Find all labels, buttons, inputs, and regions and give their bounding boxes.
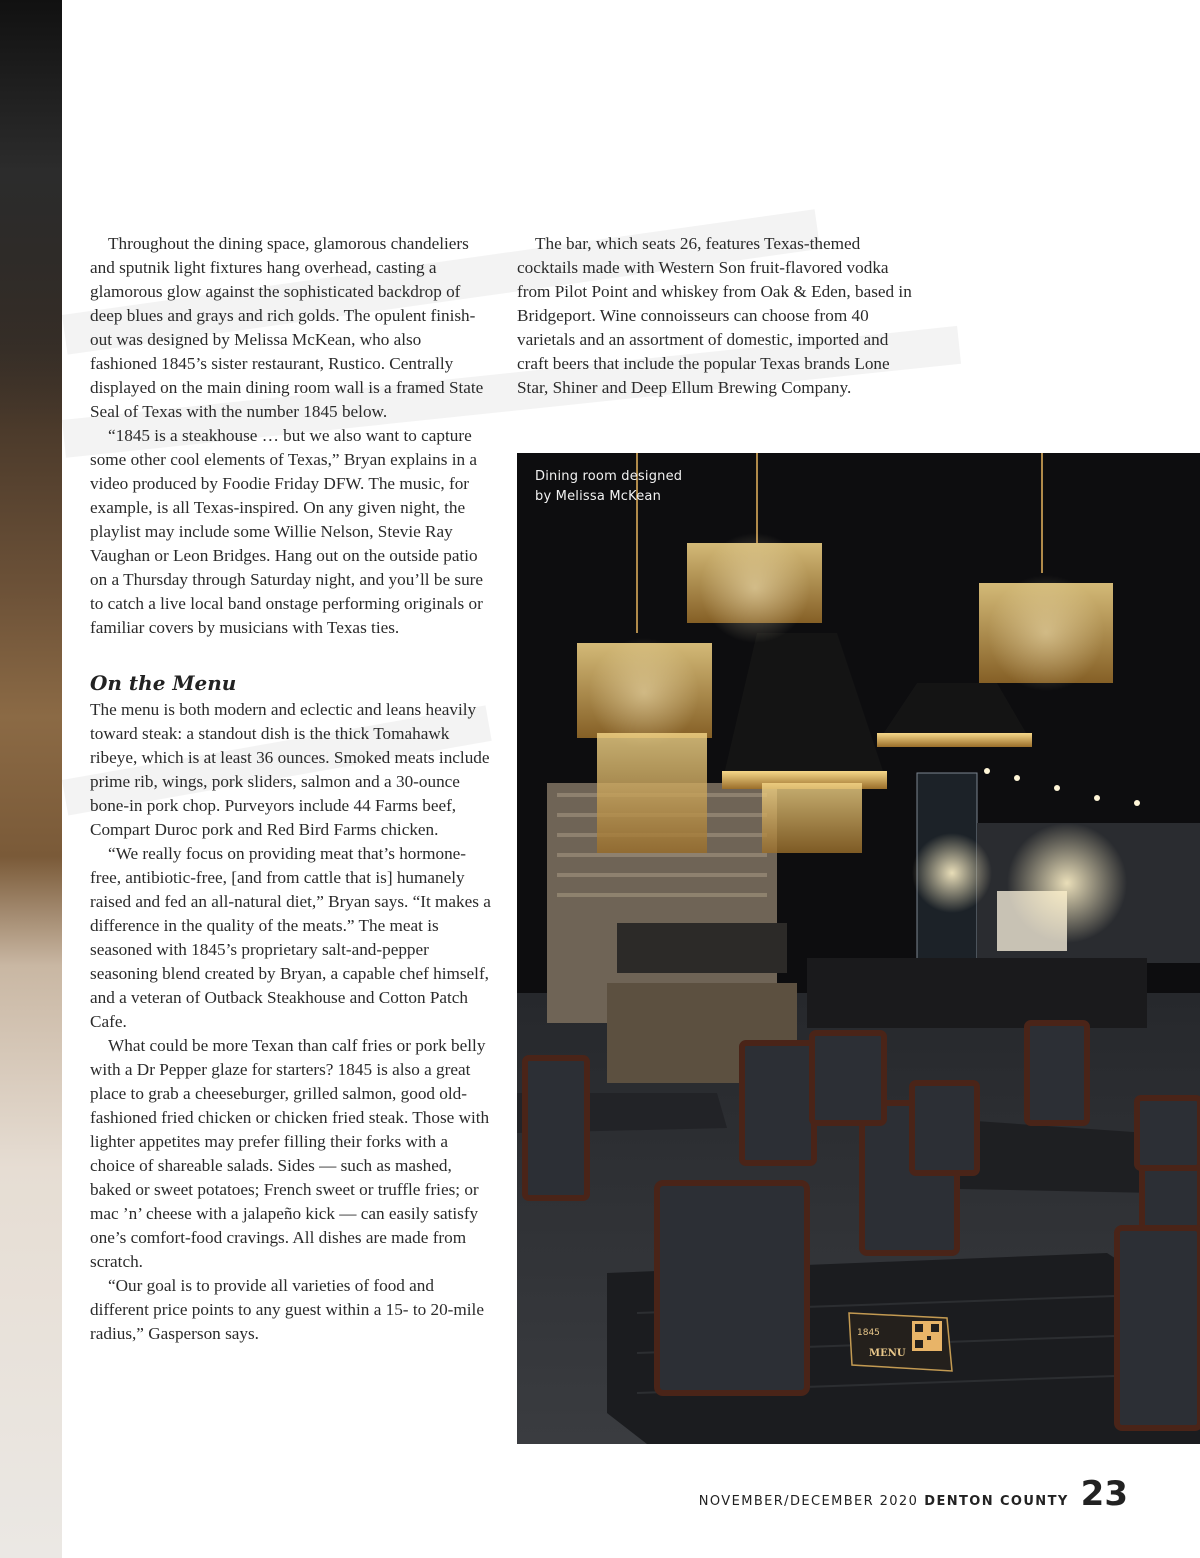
chandelier — [762, 783, 862, 853]
paragraph: Throughout the dining space, glamorous chandeliers and sputnik light fixtures hang overhead, casting a glamorous glow against the sophisticated backdrop of deep blues and grays and rich golds. The opulent finish-out was designed by Melissa McKean, who also fashioned 1845’s sister restaurant, Rustico. Centrally displayed on the main dining room wall is a framed State Seal of Texas with the number 1845 below. — [90, 234, 484, 421]
paragraph: The menu is both modern and eclectic and leans heavily toward steak: a standout dish is the thick Tomahawk ribeye, which is at least 36 ounces. Smoked meats include prime rib, wings, pork sliders, salmon and a 30-ounce bone-in pork chop. Purveyors include 44 Farms beef, Compart Duroc pork and Red Bird Farms chicken. — [90, 700, 490, 839]
left-edge-photo — [0, 0, 62, 1558]
dining-room-photo — [517, 453, 1200, 1444]
issue-date: NOVEMBER/DECEMBER 2020 — [698, 1494, 919, 1509]
paragraph: What could be more Texan than calf fries or pork belly with a Dr Pepper glaze for starters? 1845 is also a great place to grab a cheeseburger, grilled salmon, good old-fashioned fried chicken or chicken fried steak. Those with lighter appetites may prefer filling their forks with a choice of shareable salads. Sides — such as mashed, baked or sweet potatoes; French sweet or truffle fries; or mac ’n’ cheese with a jalapeño kick — can easily satisfy one’s comfort-food cravings. All dishes are made from scratch. — [90, 1036, 490, 1271]
paragraph: “1845 is a steakhouse … but we also want to capture some other cool elements of Texas,” Bryan explains in a video produced by Foodie Friday DFW. The music, for example, is all Texas-inspired. On any given night, the playlist may include some Willie Nelson, Stevie Ray Vaughan or Leon Bridges. Hang out on the outside patio on a Thursday through Saturday night, and you’ll be sure to catch a live local band onstage performing originals or familiar covers by musicians with Texas ties. — [90, 426, 484, 637]
caption-line: Dining room designed — [535, 469, 683, 484]
knife-shadow — [0, 0, 62, 430]
page-number: 23 — [1080, 1474, 1128, 1514]
left-column — [90, 232, 492, 1346]
photo-illustration — [517, 453, 1200, 1444]
section-subhead: On the Menu — [90, 671, 237, 695]
photo-caption — [535, 467, 682, 507]
table-menu-card — [849, 1313, 952, 1371]
card-logo: 1845 — [857, 1328, 880, 1338]
paragraph: “Our goal is to provide all varieties of food and different price points to any guest within a 15- to 20-mile radius,” Gasperson says. — [90, 1276, 484, 1343]
magazine-name: DENTON COUNTY — [924, 1494, 1069, 1509]
right-column — [517, 232, 912, 400]
chandelier — [597, 733, 707, 853]
card-menu-label: MENU — [869, 1348, 906, 1359]
paragraph: “We really focus on providing meat that’s hormone-free, antibiotic-free, [and from cattle that is] humanely raised and fed an all-natural diet,” Bryan says. “It makes a difference in the quality of the meats.” The meat is seasoned with 1845’s proprietary salt-and-pepper seasoning blend created by Bryan, a capable chef himself, and a veteran of Outback Steakhouse and Cotton Patch Cafe. — [90, 844, 491, 1031]
paragraph: The bar, which seats 26, features Texas-themed cocktails made with Western Son fruit-flavored vodka from Pilot Point and whiskey from Oak & Eden, based in Bridgeport. Wine connoisseurs can choose from 40 varietals and an assortment of domestic, imported and craft beers that include the popular Texas brands Lone Star, Shiner and Deep Ellum Brewing Company. — [517, 234, 912, 397]
page-footer — [699, 1474, 1128, 1514]
caption-line: by Melissa McKean — [535, 489, 662, 504]
